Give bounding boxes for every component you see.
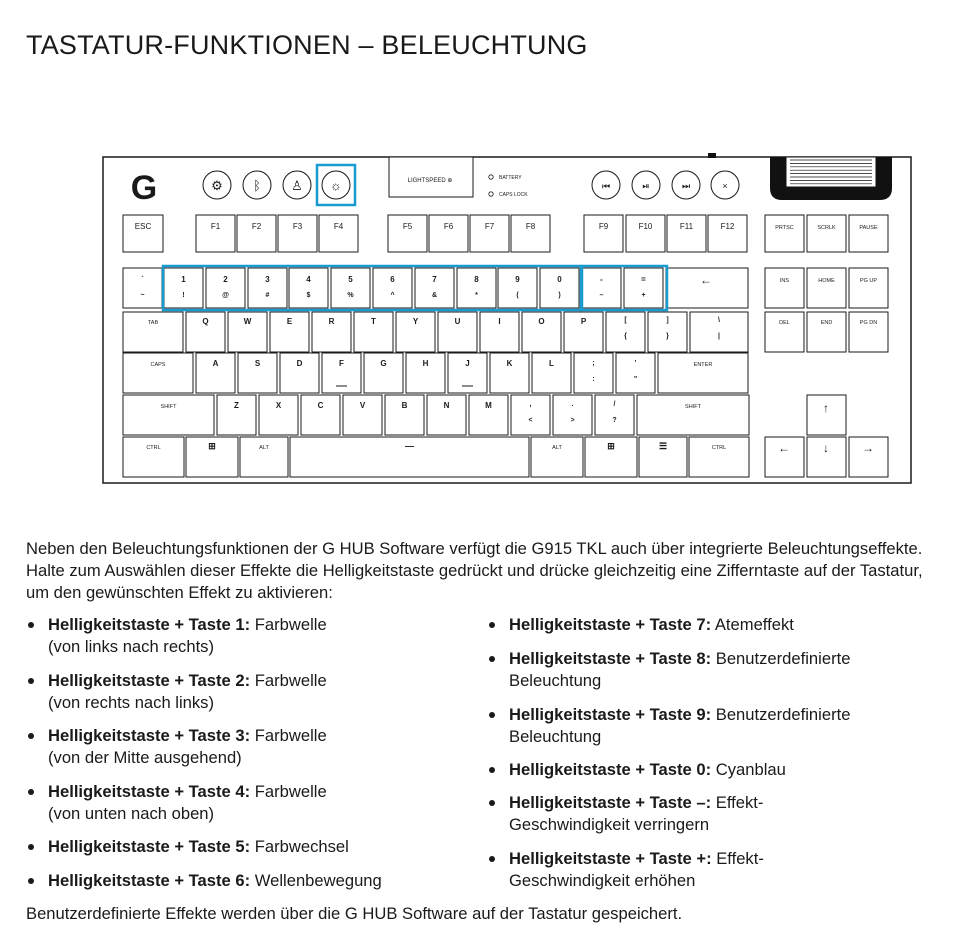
key-label: PG UP <box>859 278 878 284</box>
key-label: < <box>528 417 533 424</box>
key-label: PRTSC <box>775 225 794 231</box>
key-label: ENTER <box>693 362 713 368</box>
key-label: SHIFT <box>685 404 701 410</box>
key-z-row[interactable] <box>637 395 749 435</box>
key-f12[interactable] <box>708 215 747 252</box>
key-bottom-row[interactable] <box>123 437 184 477</box>
key-label: Q <box>202 317 209 326</box>
key-label: ~ <box>140 292 145 299</box>
list-item: Helligkeitstaste + Taste 1: Farbwelle (von links nach rechts) <box>26 614 327 658</box>
game-mode-icon-glyph: ⚙ <box>211 178 223 193</box>
key-f7[interactable] <box>470 215 509 252</box>
list-item: Helligkeitstaste + Taste 7: Atemeffekt <box>487 614 794 636</box>
previous-track-icon-glyph: ⏮ <box>601 181 611 191</box>
key-label: U <box>454 317 461 326</box>
key-label: K <box>506 359 513 368</box>
key-label: ⊞ <box>208 441 216 451</box>
key-label: 2 <box>223 275 228 284</box>
key-z-row[interactable] <box>123 395 214 435</box>
key-label: ☰ <box>658 441 668 451</box>
key-number-row[interactable] <box>164 268 203 308</box>
bluetooth-icon-glyph: ᛒ <box>253 178 261 193</box>
key-label: H <box>422 359 429 368</box>
key-number-row[interactable] <box>206 268 245 308</box>
key-label: G <box>380 359 387 368</box>
key-label: SCRLK <box>817 225 836 231</box>
key-label: A <box>212 359 219 368</box>
backspace-arrow-icon: ← <box>700 273 712 287</box>
key-label: 7 <box>432 275 437 284</box>
key-label: \ <box>718 317 720 324</box>
key-label: F1 <box>210 222 221 231</box>
key-number-row[interactable] <box>373 268 412 308</box>
key-label: INS <box>779 278 790 284</box>
key-a-row[interactable] <box>616 353 655 393</box>
key-label: % <box>347 292 354 299</box>
key-f3[interactable] <box>278 215 317 252</box>
key-pause[interactable] <box>849 215 888 252</box>
key-label: SHIFT <box>160 404 177 410</box>
key-label: TAB <box>147 320 159 326</box>
key-label: 4 <box>306 275 311 284</box>
key-label: ( <box>516 292 519 299</box>
key-label: 3 <box>265 275 270 284</box>
caps-lock-label: CAPS LOCK <box>499 192 528 198</box>
key-pg-dn[interactable] <box>849 312 888 352</box>
key-label: @ <box>222 292 229 299</box>
key-label: ` <box>141 275 144 284</box>
key-f1[interactable] <box>196 215 235 252</box>
key-label: L <box>549 359 554 368</box>
lightspeed-panel <box>389 157 473 197</box>
key-label: PG DN <box>859 320 878 326</box>
brightness-icon-glyph: ☼ <box>330 178 342 193</box>
key-number-row[interactable] <box>624 268 663 308</box>
key-bottom-row[interactable] <box>240 437 288 477</box>
key-label: X <box>275 401 282 410</box>
key-label: F10 <box>638 222 653 231</box>
lightspeed-label: LIGHTSPEED ⊕ <box>407 178 453 184</box>
key-label: F <box>339 359 344 368</box>
key-f8[interactable] <box>511 215 550 252</box>
key-label: C <box>317 401 324 410</box>
key-label: F11 <box>679 222 694 231</box>
key-label: } <box>666 333 669 340</box>
key-label: - <box>600 275 603 284</box>
key-label: E <box>286 317 293 326</box>
key-label: 5 <box>348 275 353 284</box>
key-label: / <box>613 401 616 408</box>
key-prtsc[interactable] <box>765 215 804 252</box>
key-label: * <box>475 292 478 299</box>
key-end[interactable] <box>807 312 846 352</box>
key-f6[interactable] <box>429 215 468 252</box>
key-label: F7 <box>484 222 495 231</box>
page-title: TASTATUR-FUNKTIONEN – BELEUCHTUNG <box>26 30 588 60</box>
key-label: CTRL <box>711 445 727 451</box>
arrow-left-icon: ← <box>778 441 790 455</box>
key-label: ; <box>592 360 595 367</box>
key-number-row[interactable] <box>331 268 370 308</box>
key-label: R <box>328 317 335 326</box>
key-f2[interactable] <box>237 215 276 252</box>
key-label: F8 <box>525 222 536 231</box>
key-label: : <box>592 376 595 383</box>
key-home[interactable] <box>807 268 846 308</box>
key-label: 9 <box>515 275 520 284</box>
arrow-down-icon: ↓ <box>823 441 829 455</box>
key-label: F6 <box>443 222 454 231</box>
key-label: . <box>571 401 574 408</box>
key-label: ] <box>666 317 669 324</box>
key-label: ! <box>182 292 185 299</box>
key-label: ESC <box>134 222 152 231</box>
battery-label: BATTERY <box>499 175 522 181</box>
key-label: ALT <box>552 445 562 451</box>
key-number-row[interactable] <box>415 268 454 308</box>
next-track-icon-glyph: ⏭ <box>681 181 691 191</box>
lightspeed-icon-glyph: ♙ <box>291 178 303 193</box>
key-label: W <box>243 317 252 326</box>
key-label: ' <box>634 360 637 367</box>
key-f10[interactable] <box>626 215 665 252</box>
switch-nub <box>708 153 716 158</box>
key-pg-up[interactable] <box>849 268 888 308</box>
key-number-row[interactable] <box>498 268 537 308</box>
key-f4[interactable] <box>319 215 358 252</box>
key-label: # <box>265 292 270 299</box>
list-item: Helligkeitstaste + Taste 9: Benutzerdefinierte Beleuchtung <box>487 704 850 748</box>
key-label: & <box>431 292 438 299</box>
key-label: F4 <box>333 222 344 231</box>
key-a-row[interactable] <box>574 353 613 393</box>
key-label: J <box>465 359 470 368</box>
key-label: " <box>633 376 638 383</box>
key-label: O <box>538 317 545 326</box>
key-label: > <box>570 417 575 424</box>
list-item: Helligkeitstaste + Taste 4: Farbwelle (von unten nach oben) <box>26 781 327 825</box>
key-number-row[interactable] <box>248 268 287 308</box>
key-label: 8 <box>474 275 479 284</box>
key-a-row[interactable] <box>123 353 193 393</box>
key-label: – <box>599 292 604 299</box>
key-label: F12 <box>720 222 735 231</box>
key-f5[interactable] <box>388 215 427 252</box>
key-label: ^ <box>390 292 395 299</box>
key-number-row[interactable] <box>540 268 579 308</box>
key-label: Y <box>412 317 419 326</box>
key-f9[interactable] <box>584 215 623 252</box>
key-label: T <box>371 317 376 326</box>
key-label: D <box>296 359 303 368</box>
key-label: + <box>641 292 646 299</box>
key-a-row[interactable] <box>658 353 748 393</box>
arrow-up-icon: ↑ <box>823 401 829 415</box>
key-label: [ <box>624 317 627 324</box>
key-label: CAPS <box>150 362 166 368</box>
key-label: | <box>718 333 720 340</box>
footer-note: Benutzerdefinierte Effekte werden über die G HUB Software auf der Tastatur gespeichert. <box>26 904 683 923</box>
key-number-row[interactable] <box>582 268 621 308</box>
key-label: = <box>641 275 646 284</box>
key-number-row[interactable] <box>289 268 328 308</box>
key-esc[interactable] <box>123 215 163 252</box>
arrow-right-icon: → <box>862 441 874 455</box>
list-item: Helligkeitstaste + Taste 8: Benutzerdefinierte Beleuchtung <box>487 648 850 692</box>
key-label: — <box>405 441 414 451</box>
key-f11[interactable] <box>667 215 706 252</box>
list-item: Helligkeitstaste + Taste 3: Farbwelle (von der Mitte ausgehend) <box>26 725 327 769</box>
key-label: F3 <box>292 222 303 231</box>
list-item: Helligkeitstaste + Taste 2: Farbwelle (von rechts nach links) <box>26 670 327 714</box>
key-label: END <box>820 320 833 326</box>
intro-paragraph: Neben den Beleuchtungsfunktionen der G HUB Software verfügt die G915 TKL auch über integrierte Beleuchtungseffekte. Halte zum Auswählen dieser Effekte die Helligkeitstaste gedrückt und drücke gleichzeitig eine Zifferntaste auf der Tastatur, um den gewünschten Effekt zu aktivieren: <box>26 539 923 602</box>
key-label: P <box>580 317 587 326</box>
key-label: 0 <box>557 275 562 284</box>
key-label: CTRL <box>146 445 161 451</box>
key-q-row[interactable] <box>123 312 183 352</box>
list-item: Helligkeitstaste + Taste 6: Wellenbewegung <box>26 870 382 892</box>
key-bottom-row[interactable] <box>531 437 583 477</box>
key-label: ⊞ <box>607 441 615 451</box>
key-label: N <box>443 401 450 410</box>
key-label: B <box>401 401 408 410</box>
key-label: $ <box>306 292 311 299</box>
key-label: I <box>498 317 501 326</box>
key-label: HOME <box>818 278 835 284</box>
key-scrlk[interactable] <box>807 215 846 252</box>
key-number-row[interactable] <box>457 268 496 308</box>
list-item: Helligkeitstaste + Taste 0: Cyanblau <box>487 759 786 781</box>
key-label: ? <box>612 417 617 424</box>
play-pause-icon-glyph: ⏯ <box>642 181 650 191</box>
key-label: DEL <box>779 320 790 326</box>
key-label: PAUSE <box>859 225 878 231</box>
key-label: { <box>624 333 627 340</box>
mute-icon-glyph: × <box>722 181 728 191</box>
key-label: M <box>485 401 492 410</box>
key-del[interactable] <box>765 312 804 352</box>
key-label: V <box>359 401 366 410</box>
key-label: F2 <box>251 222 262 231</box>
key-label: , <box>529 401 532 408</box>
key-label: F5 <box>402 222 413 231</box>
key-label: 6 <box>390 275 395 284</box>
list-item: Helligkeitstaste + Taste 5: Farbwechsel <box>26 836 349 858</box>
key-ins[interactable] <box>765 268 804 308</box>
key-label: ALT <box>259 445 269 451</box>
key-label: 1 <box>181 275 186 284</box>
key-label: Z <box>234 401 239 410</box>
key-label: ) <box>558 292 561 299</box>
key-bottom-row[interactable] <box>689 437 749 477</box>
key-label: F9 <box>598 222 609 231</box>
volume-roller[interactable] <box>786 157 876 187</box>
key-number-row[interactable] <box>123 268 162 308</box>
key-label: S <box>254 359 261 368</box>
list-item: Helligkeitstaste + Taste –: Effekt- Geschwindigkeit verringern <box>487 792 763 836</box>
logitech-g-logo-icon: G <box>130 169 158 207</box>
list-item: Helligkeitstaste + Taste +: Effekt- Geschwindigkeit erhöhen <box>487 848 764 892</box>
